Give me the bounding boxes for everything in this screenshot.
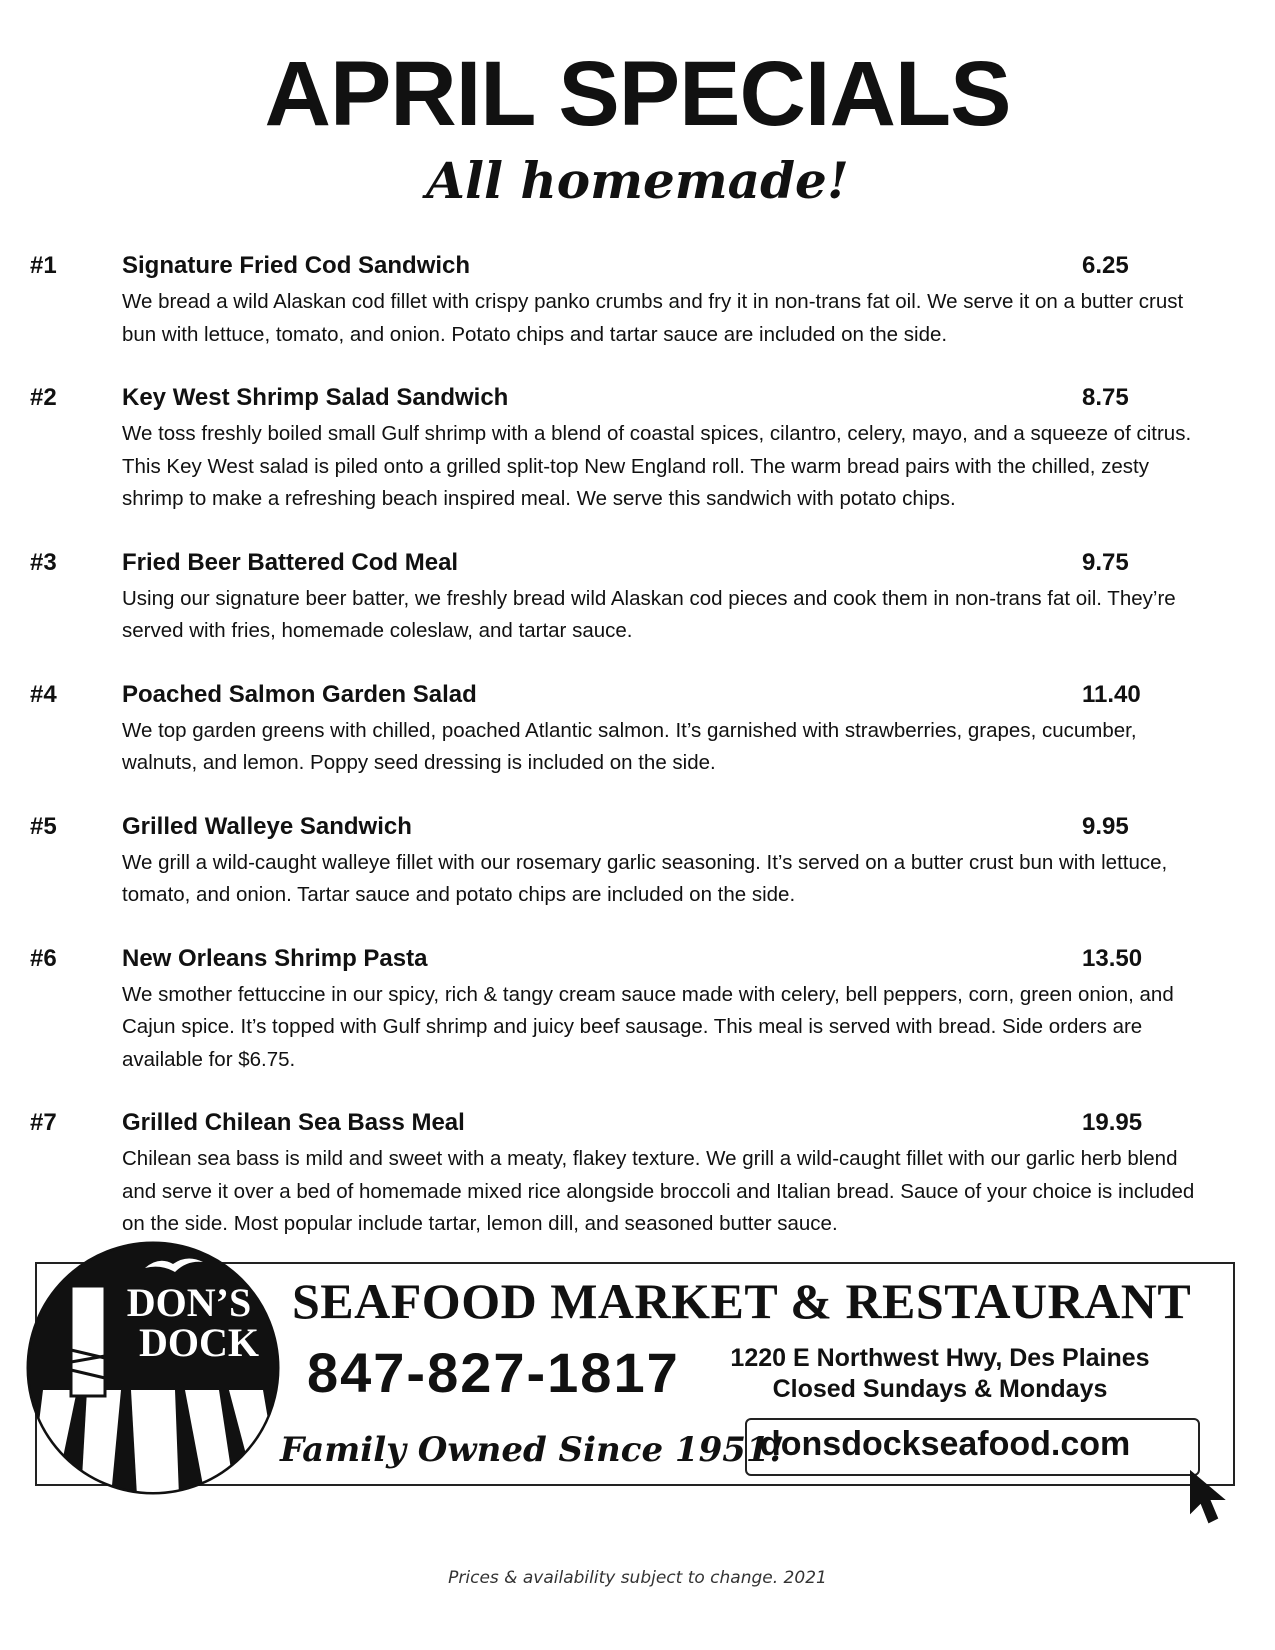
item-description: Chilean sea bass is mild and sweet with a meaty, flakey texture. We grill a wild-caught fillet with our garlic herb blend and serve it over a bed of homemade mixed rice alongside broccoli and Italian bread. Sauce of your choice is included on the side. Most popular include tartar, lemon dill, and seasoned butter sauce. [122,1147,1195,1235]
special-item-5 [30,813,1210,912]
hours-line: Closed Sundays & Mondays [772,1375,1108,1403]
item-description: We top garden greens with chilled, poached Atlantic salmon. It’s garnished with strawberries, grapes, cucumber, walnuts, and lemon. Poppy seed dressing is included on the side. [122,718,1137,774]
item-number: #2 [30,384,57,411]
item-name: Grilled Chilean Sea Bass Meal [122,1109,465,1136]
special-item-1 [30,252,1210,351]
special-item-7 [30,1109,1210,1241]
logo-text-dons: DON’S [126,1280,252,1325]
item-price: 6.25 [1082,252,1129,279]
item-header [30,384,1210,418]
item-header [30,1109,1210,1143]
special-item-6 [30,945,1210,1077]
item-name: Grilled Walleye Sandwich [122,812,412,840]
item-header [30,549,1210,583]
item-price: 19.95 [1082,1109,1143,1136]
cursor-pointer-icon [1185,1468,1237,1526]
page-subtitle: All homemade! [426,151,849,210]
dons-dock-logo [25,1240,281,1496]
item-name: Key West Shrimp Salad Sandwich [122,384,509,411]
item-number: #1 [30,252,57,279]
specials-list [30,252,1210,1274]
item-number: #6 [30,944,57,972]
item-header [30,945,1210,979]
item-number: #5 [30,812,57,840]
item-description: We smother fettuccine in our spicy, rich & tangy cream sauce made with celery, bell peppers, corn, green onion, and Cajun spice. It’s topped with Gulf shrimp and juicy beef sausage. This meal is served with bread. Side orders are available for $6.75. [122,982,1174,1071]
website-link[interactable]: donsdockseafood.com [760,1425,1131,1463]
item-header [30,813,1210,847]
special-item-2 [30,384,1210,516]
item-name: Poached Salmon Garden Salad [122,680,477,708]
item-name: Signature Fried Cod Sandwich [122,252,471,279]
page-title: APRIL SPECIALS [264,43,1011,145]
market-heading: SEAFOOD MARKET & RESTAURANT [292,1273,1192,1329]
item-price: 9.75 [1082,548,1129,576]
logo-text-dock: DOCK [139,1320,259,1365]
phone-number[interactable]: 847-827-1817 [307,1341,680,1404]
family-owned-tagline: Family Owned Since 1951! [280,1430,785,1470]
item-price: 11.40 [1082,680,1141,708]
special-item-3 [30,549,1210,648]
item-price: 9.95 [1082,812,1129,840]
item-header [30,681,1210,715]
item-name: New Orleans Shrimp Pasta [122,944,428,972]
item-name: Fried Beer Battered Cod Meal [122,548,459,576]
footer-note: Prices & availability subject to change. 2021 [448,1568,827,1588]
address-line: 1220 E Northwest Hwy, Des Plaines [730,1344,1150,1372]
item-description: We toss freshly boiled small Gulf shrimp with a blend of coastal spices, cilantro, celery, mayo, and a squeeze of citrus. This Key West salad is piled onto a grilled split-top New England roll. The warm bread pairs with the chilled, zesty shrimp to make a refreshing beach inspired meal. We serve this sandwich with potato chips. [122,422,1192,510]
special-item-4 [30,681,1210,780]
item-description: We grill a wild-caught walleye fillet with our rosemary garlic seasoning. It’s served on a butter crust bun with lettuce, tomato, and onion. Tartar sauce and potato chips are included on the side. [122,850,1168,906]
item-header [30,252,1210,286]
item-description: We bread a wild Alaskan cod fillet with crispy panko crumbs and fry it in non-trans fat oil. We serve it on a butter crust bun with lettuce, tomato, and onion. Potato chips and tartar sauce are included on the side. [122,290,1184,346]
item-number: #7 [30,1109,57,1136]
item-number: #3 [30,548,57,576]
item-price: 8.75 [1082,384,1129,411]
item-price: 13.50 [1082,944,1143,972]
item-description: Using our signature beer batter, we freshly bread wild Alaskan cod pieces and cook them in non-trans fat oil. They’re served with fries, homemade coleslaw, and tartar sauce. [122,586,1176,642]
item-number: #4 [30,680,57,708]
address-block [720,1343,1160,1405]
